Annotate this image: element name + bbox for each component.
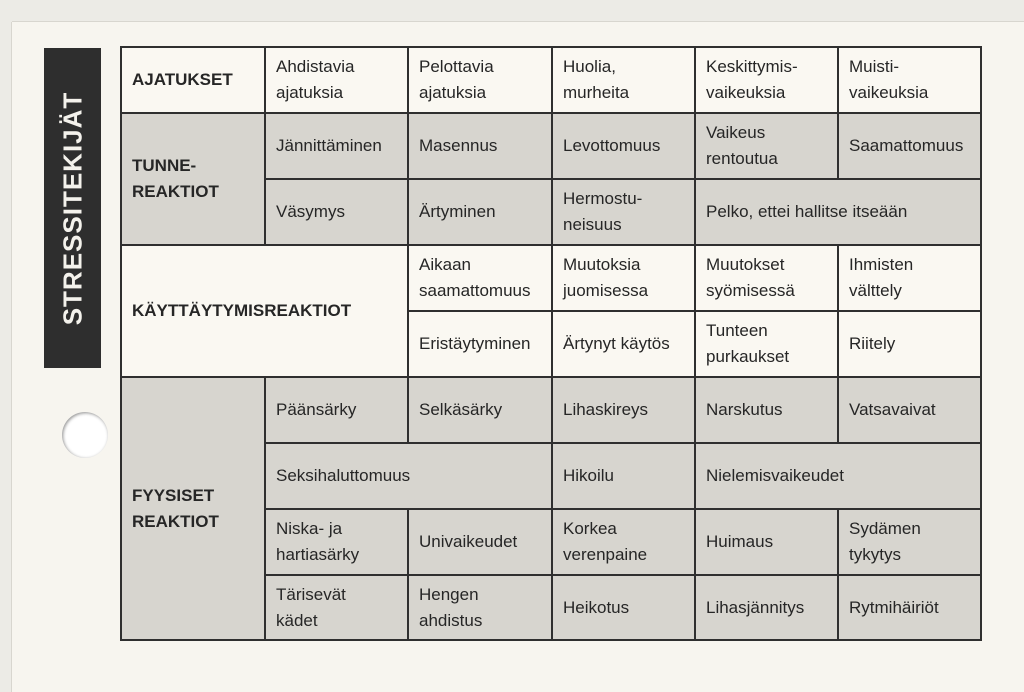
- table-row: [121, 113, 981, 179]
- table-cell: Hengen ahdistus: [408, 575, 552, 640]
- table-cell: Pelottavia ajatuksia: [408, 47, 552, 113]
- table-cell: Eristäytyminen: [408, 311, 552, 377]
- row-header-tunnereaktiot: TUNNE- REAKTIOT: [121, 113, 265, 245]
- title-tab: [44, 48, 101, 368]
- table-cell: Seksihaluttomuus: [265, 443, 552, 509]
- table-cell: Hermostu- neisuus: [552, 179, 695, 245]
- table-cell: Levottomuus: [552, 113, 695, 179]
- table-cell: Univaikeudet: [408, 509, 552, 575]
- table-cell: Huolia, murheita: [552, 47, 695, 113]
- table-cell: Masennus: [408, 113, 552, 179]
- table-cell: Lihaskireys: [552, 377, 695, 443]
- table-cell: Väsymys: [265, 179, 408, 245]
- table-cell: Pelko, ettei hallitse itseään: [695, 179, 981, 245]
- row-header-kayttaytymisreaktiot: KÄYTTÄYTYMISREAKTIOT: [121, 245, 408, 377]
- table-cell: Päänsärky: [265, 377, 408, 443]
- table-cell: Saamattomuus: [838, 113, 981, 179]
- table-cell: Ärtynyt käytös: [552, 311, 695, 377]
- table-cell: Rytmihäiriöt: [838, 575, 981, 640]
- table-cell: Hikoilu: [552, 443, 695, 509]
- table-cell: Narskutus: [695, 377, 838, 443]
- table-cell: Ärtyminen: [408, 179, 552, 245]
- punch-hole: [62, 412, 108, 458]
- table-cell: Niska- ja hartiasärky: [265, 509, 408, 575]
- table-cell: Tärisevät kädet: [265, 575, 408, 640]
- table-cell: Riitely: [838, 311, 981, 377]
- table-cell: Heikotus: [552, 575, 695, 640]
- table-cell: Aikaan saamattomuus: [408, 245, 552, 311]
- table-cell: Korkea verenpaine: [552, 509, 695, 575]
- table-row: [121, 245, 981, 311]
- table-cell: Huimaus: [695, 509, 838, 575]
- stress-factor-table: [120, 46, 982, 641]
- row-header-ajatukset: AJATUKSET: [121, 47, 265, 113]
- table-cell: Ahdistavia ajatuksia: [265, 47, 408, 113]
- table-cell: Vatsavaivat: [838, 377, 981, 443]
- table-cell: Lihasjännitys: [695, 575, 838, 640]
- table-cell: Jännittäminen: [265, 113, 408, 179]
- table-cell: Muisti- vaikeuksia: [838, 47, 981, 113]
- table-cell: Vaikeus rentoutua: [695, 113, 838, 179]
- table-cell: Muutokset syömisessä: [695, 245, 838, 311]
- table-row: [121, 377, 981, 443]
- table-cell: Keskittymis- vaikeuksia: [695, 47, 838, 113]
- table-cell: Muutoksia juomisessa: [552, 245, 695, 311]
- table-row: [121, 47, 981, 113]
- table-cell: Tunteen purkaukset: [695, 311, 838, 377]
- table-cell: Selkäsärky: [408, 377, 552, 443]
- table-cell: Ihmisten välttely: [838, 245, 981, 311]
- table-cell: Nielemisvaikeudet: [695, 443, 981, 509]
- card-title: STRESSITEKIJÄT: [57, 91, 87, 325]
- table-cell: Sydämen tykytys: [838, 509, 981, 575]
- row-header-fyysiset-reaktiot: FYYSISET REAKTIOT: [121, 377, 265, 640]
